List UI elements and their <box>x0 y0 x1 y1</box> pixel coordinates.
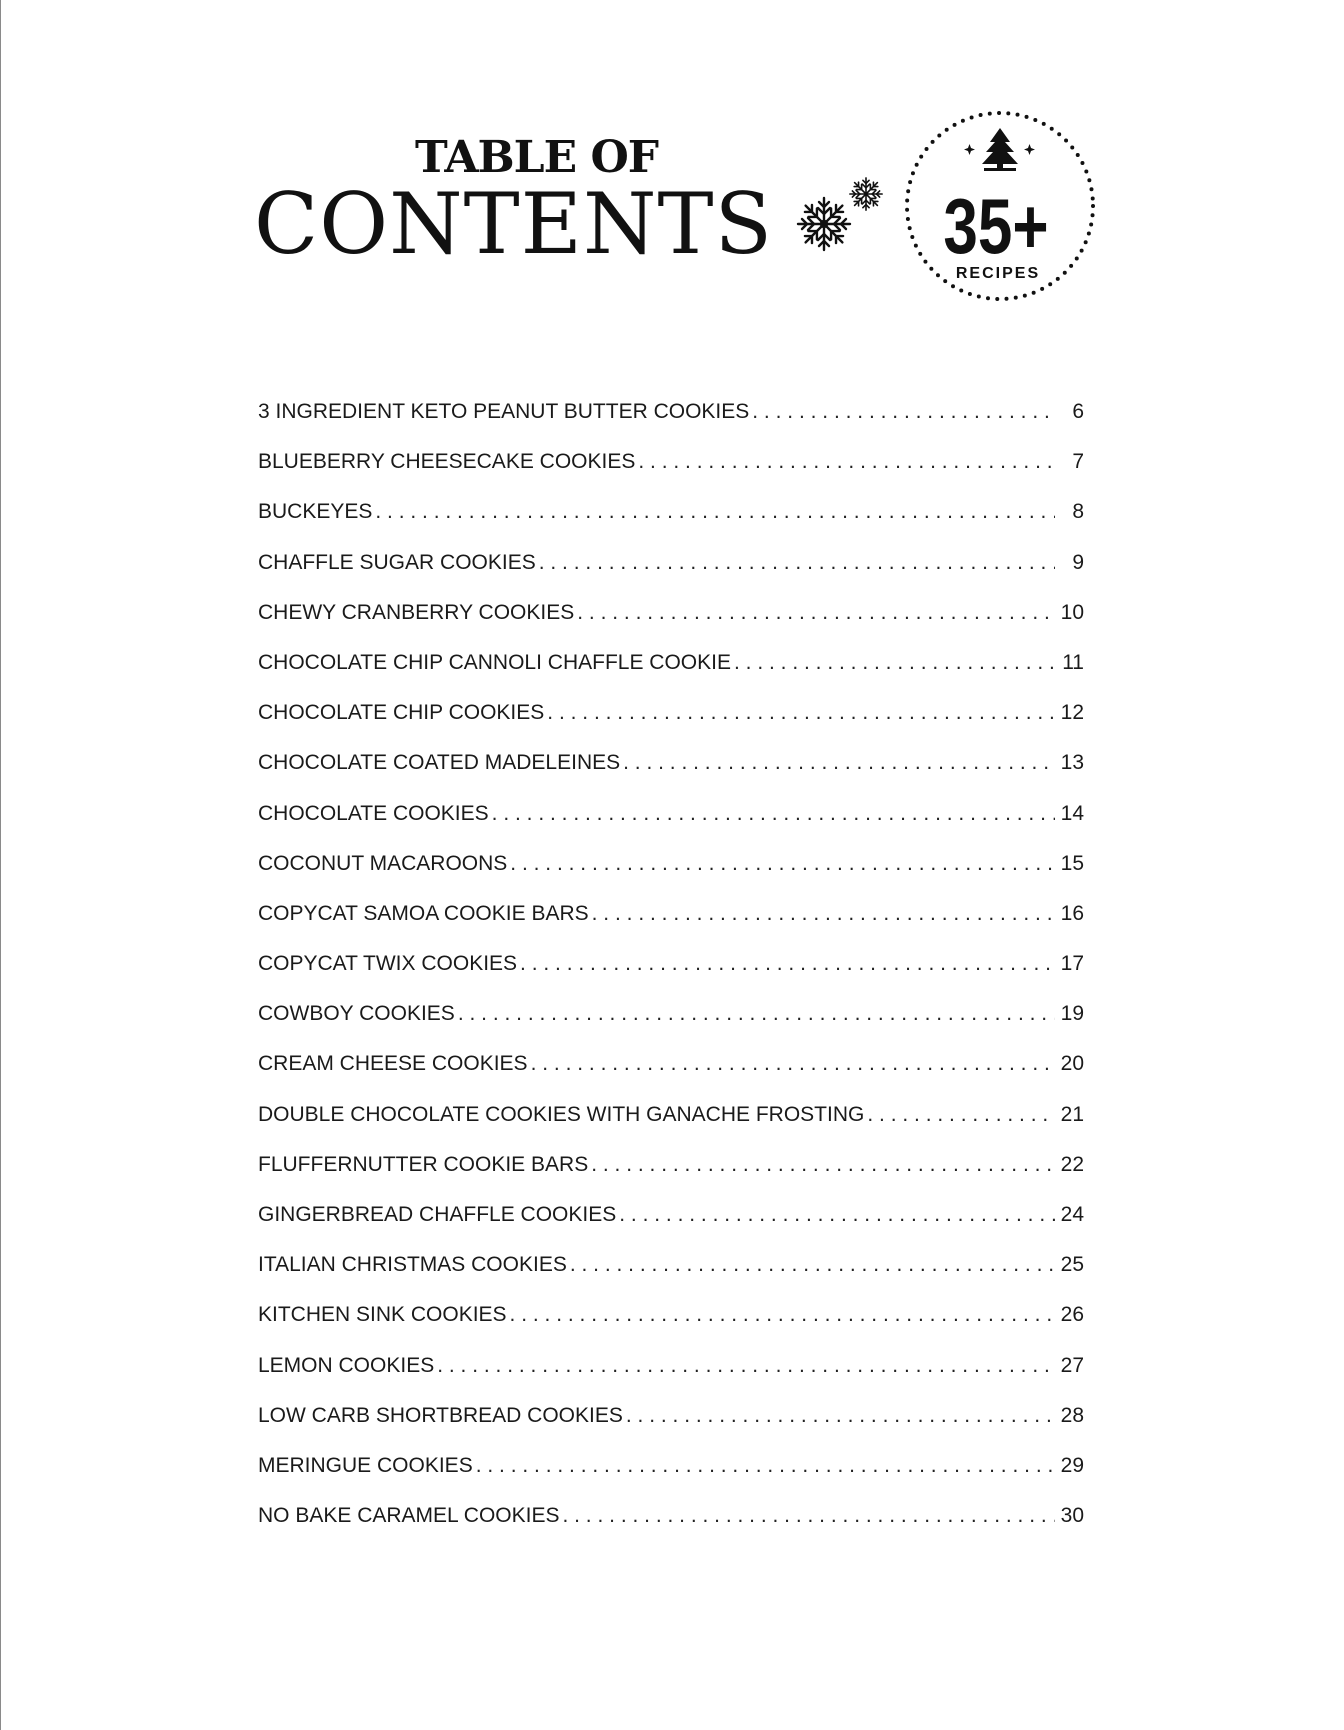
toc-entry-title: CREAM CHEESE COOKIES <box>258 1052 528 1076</box>
toc-dot-leader <box>638 450 1055 474</box>
toc-entry-page: 28 <box>1060 1403 1084 1427</box>
toc-entry[interactable] <box>258 1052 1084 1102</box>
toc-entry-page: 26 <box>1060 1303 1084 1327</box>
toc-entry-title: COWBOY COOKIES <box>258 1002 455 1026</box>
toc-entry-page: 21 <box>1060 1102 1084 1126</box>
toc-dot-leader <box>510 852 1055 876</box>
toc-entry-title: LOW CARB SHORTBREAD COOKIES <box>258 1403 623 1427</box>
toc-entry-page: 11 <box>1062 650 1084 674</box>
toc-entry[interactable] <box>258 1153 1084 1203</box>
toc-dot-leader <box>437 1354 1055 1378</box>
toc-entry-title: CHOCOLATE COATED MADELEINES <box>258 751 621 775</box>
christmas-tree-icon <box>964 128 1035 171</box>
toc-entry[interactable] <box>258 601 1084 651</box>
toc-dot-leader <box>476 1454 1055 1478</box>
toc-entry[interactable] <box>258 751 1084 801</box>
toc-dot-leader <box>520 952 1055 976</box>
toc-entry-title: BUCKEYES <box>258 500 373 524</box>
toc-entry-page: 7 <box>1072 450 1084 474</box>
toc-entry-page: 12 <box>1060 701 1084 725</box>
toc-entry-title: CHAFFLE SUGAR COOKIES <box>258 550 536 574</box>
toc-entry[interactable] <box>258 500 1084 550</box>
toc-dot-leader <box>510 1303 1055 1327</box>
toc-dot-leader <box>531 1052 1055 1076</box>
toc-entry[interactable] <box>258 1253 1084 1303</box>
toc-dot-leader <box>592 902 1055 926</box>
toc-entry-title: LEMON COOKIES <box>258 1353 435 1377</box>
toc-dot-leader <box>619 1203 1055 1227</box>
toc-dot-leader <box>626 1404 1055 1428</box>
toc-entry[interactable] <box>258 1203 1084 1253</box>
toc-dot-leader <box>562 1504 1055 1528</box>
toc-entry-page: 22 <box>1060 1152 1084 1176</box>
toc-entry-title: CHOCOLATE CHIP COOKIES <box>258 701 545 725</box>
toc-dot-leader <box>867 1103 1055 1127</box>
toc-entry[interactable] <box>258 551 1084 601</box>
toc-entry-title: NO BAKE CARAMEL COOKIES <box>258 1504 560 1528</box>
toc-entry-page: 30 <box>1060 1504 1084 1528</box>
table-of-contents <box>258 400 1084 1554</box>
toc-entry[interactable] <box>258 1354 1084 1404</box>
toc-entry[interactable] <box>258 1002 1084 1052</box>
toc-entry[interactable] <box>258 1303 1084 1353</box>
toc-entry[interactable] <box>258 1404 1084 1454</box>
toc-entry[interactable] <box>258 852 1084 902</box>
toc-entry-page: 15 <box>1060 851 1084 875</box>
badge-label: RECIPES <box>955 265 1041 282</box>
toc-entry-title: COPYCAT TWIX COOKIES <box>258 952 518 976</box>
toc-entry[interactable] <box>258 1454 1084 1504</box>
toc-entry-page: 29 <box>1060 1453 1084 1477</box>
toc-entry-page: 20 <box>1060 1052 1084 1076</box>
toc-dot-leader <box>734 651 1055 675</box>
toc-entry[interactable] <box>258 1504 1084 1554</box>
toc-entry-page: 8 <box>1072 500 1084 524</box>
toc-entry[interactable] <box>258 902 1084 952</box>
recipe-count-badge <box>902 108 1098 304</box>
toc-entry[interactable] <box>258 400 1084 450</box>
toc-entry-title: CHOCOLATE CHIP CANNOLI CHAFFLE COOKIE <box>258 650 731 674</box>
toc-entry[interactable] <box>258 450 1084 500</box>
toc-entry-page: 10 <box>1060 600 1084 624</box>
toc-entry-page: 13 <box>1060 751 1084 775</box>
toc-entry[interactable] <box>258 952 1084 1002</box>
toc-dot-leader <box>591 1153 1055 1177</box>
toc-entry-page: 16 <box>1060 901 1084 925</box>
toc-dot-leader <box>570 1253 1055 1277</box>
toc-dot-leader <box>577 601 1055 625</box>
toc-entry-title: ITALIAN CHRISTMAS COOKIES <box>258 1253 567 1277</box>
toc-entry[interactable] <box>258 651 1084 701</box>
page-left-edge <box>0 0 1 1730</box>
toc-entry-page: 14 <box>1060 801 1084 825</box>
snowflake-icon <box>790 172 900 254</box>
toc-entry-title: BLUEBERRY CHEESECAKE COOKIES <box>258 450 636 474</box>
toc-dot-leader <box>539 551 1055 575</box>
toc-dot-leader <box>752 400 1055 424</box>
toc-entry-page: 25 <box>1060 1253 1084 1277</box>
toc-entry-page: 9 <box>1072 550 1084 574</box>
page-title: CONTENTS <box>254 175 774 273</box>
toc-entry-title: FLUFFERNUTTER COOKIE BARS <box>258 1152 589 1176</box>
toc-dot-leader <box>458 1002 1055 1026</box>
toc-entry[interactable] <box>258 1103 1084 1153</box>
toc-dot-leader <box>547 701 1055 725</box>
toc-entry-title: 3 INGREDIENT KETO PEANUT BUTTER COOKIES <box>258 400 750 423</box>
toc-dot-leader <box>375 500 1055 524</box>
toc-entry-page: 19 <box>1060 1002 1084 1026</box>
toc-entry-title: CHEWY CRANBERRY COOKIES <box>258 600 575 624</box>
toc-entry-title: KITCHEN SINK COOKIES <box>258 1303 507 1327</box>
toc-entry-title: GINGERBREAD CHAFFLE COOKIES <box>258 1203 617 1226</box>
toc-entry[interactable] <box>258 802 1084 852</box>
toc-dot-leader <box>492 802 1055 826</box>
toc-entry-page: 27 <box>1060 1353 1084 1377</box>
badge-count: 35+ <box>943 182 1049 270</box>
toc-dot-leader <box>623 751 1055 775</box>
toc-entry-page: 6 <box>1072 400 1084 423</box>
toc-entry-page: 24 <box>1060 1203 1084 1226</box>
toc-entry-title: CHOCOLATE COOKIES <box>258 801 489 825</box>
toc-entry-title: MERINGUE COOKIES <box>258 1453 473 1477</box>
toc-entry-title: COCONUT MACAROONS <box>258 851 508 875</box>
toc-entry-title: DOUBLE CHOCOLATE COOKIES WITH GANACHE FROSTING <box>258 1102 865 1126</box>
toc-entry-title: COPYCAT SAMOA COOKIE BARS <box>258 901 589 925</box>
title-line-1: TABLE OF <box>415 132 659 183</box>
toc-entry[interactable] <box>258 701 1084 751</box>
toc-entry-page: 17 <box>1060 952 1084 976</box>
